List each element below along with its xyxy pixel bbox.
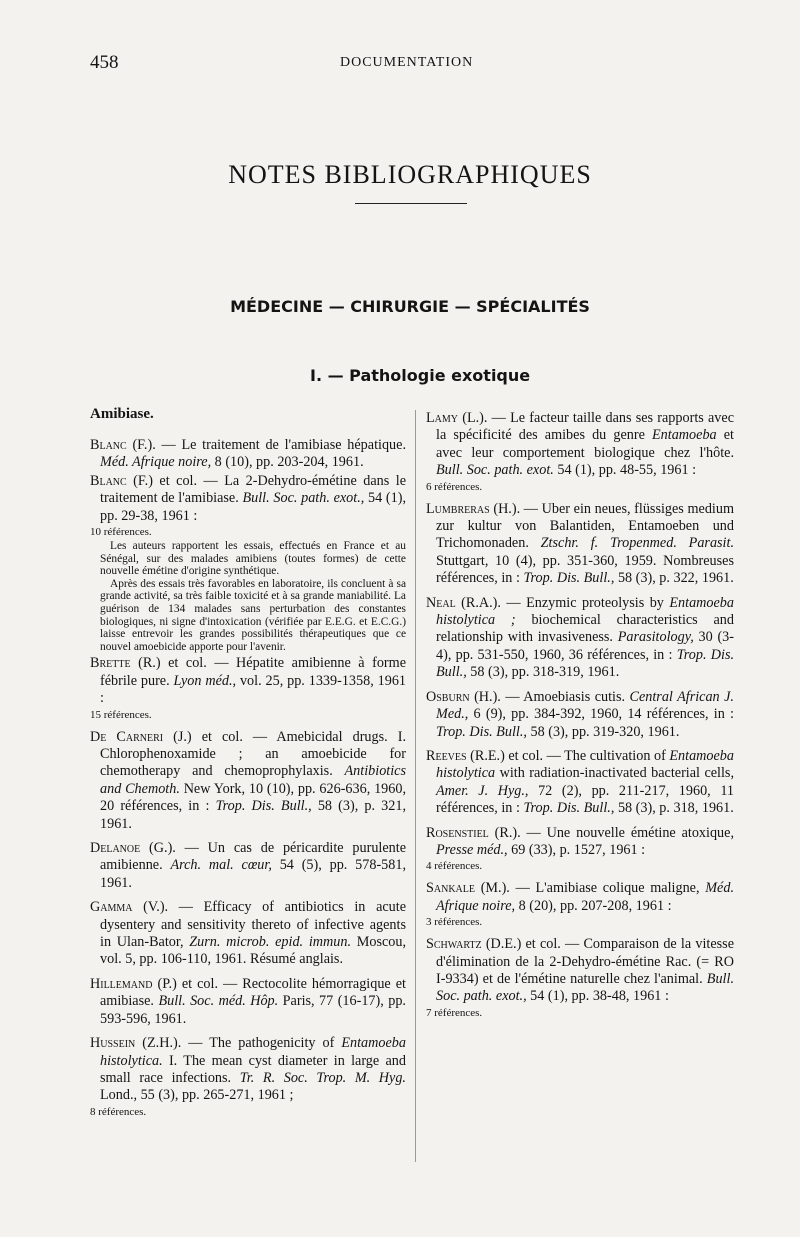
entry-author: Brette (R.) <box>90 655 161 672</box>
bibliography-entry-rosenstiel: Rosenstiel (R.). — Une nouvelle émétine atoxique, Presse méd., 69 (33), p. 1527, 1961 : 4 références. <box>426 824 734 873</box>
entry-author: Lamy (L.). <box>426 410 488 426</box>
entry-journal: Tr. R. Soc. Trop. M. Hyg. <box>239 1069 406 1086</box>
bibliography-entry-lumbreras: Lumbreras (H.). — Uber ein neues, flüssiges medium zur kultur von Balantiden, Entamoeben und Trichomonaden. Ztschr. f. Tropenmed. Parasit. Stuttgart, 10 (4), pp. 351-360, 1959. Nombreuses références, in : Trop. Dis. Bull., 58 (3), p. 322, 1961. <box>426 500 734 587</box>
entry-journal: Amer. J. Hyg., <box>436 782 529 799</box>
entry-author: Delanoe (G.). <box>90 840 176 857</box>
topic-heading: Amibiase. <box>90 406 154 422</box>
entry-journal: Bull. Soc. path. exot., <box>242 490 365 507</box>
entry-author: Gamma (V.). <box>90 899 169 916</box>
entry-journal: Trop. Dis. Bull., <box>436 646 735 681</box>
entry-journal: Entamoeba histolytica ; <box>436 594 734 629</box>
entry-journal: Bull. Soc. méd. Hôp. <box>158 993 279 1010</box>
entry-journal: Arch. mal. cœur, <box>170 857 272 874</box>
entry-references: 7 références. <box>426 1006 483 1019</box>
page-number: 458 <box>90 52 119 73</box>
bibliography-entry-schwartz: Schwartz (D.E.) et col. — Comparaison de la vitesse d'élimination de la 2-Dehydro-émétine Rac. (= RO I-9334) et de l'émétine naturelle chez l'animal. Bull. Soc. path. exot., 54 (1), pp. 38-48, 1961 : 7 références. <box>426 936 734 1019</box>
main-title: NOTES BIBLIOGRAPHIQUES <box>228 160 592 189</box>
entry-author: Osburn (H.). <box>426 688 501 705</box>
entry-references: 10 références. <box>90 526 152 539</box>
bibliography-entry-de-carneri: De Carneri (J.) et col. — Amebicidal drugs. I. Chlorophenoxamide ; an amoebicide for chemotherapy and chemoprophylaxis. Antibiotics and Chemoth. New York, 10 (10), pp. 626-636, 1960, 20 références, in : Trop. Dis. Bull., 58 (3), p. 321, 1961. <box>90 728 406 832</box>
bibliography-entry-lamy: Lamy (L.). — Le facteur taille dans ses rapports avec la spécificité des amibes du genre Entamoeba et avec leur comportement biologique chez l'hôte. Bull. Soc. path. exot. 54 (1), pp. 48-55, 1961 : 6 références. <box>426 410 734 493</box>
entry-journal: Presse méd., <box>436 841 508 858</box>
entry-journal: Central African J. Med., <box>436 688 734 723</box>
entry-references: 3 références. <box>426 916 483 929</box>
entry-journal: Lyon méd., <box>173 672 237 689</box>
entry-author: Hussein (Z.H.). <box>90 1035 182 1052</box>
section-title: MÉDECINE — CHIRURGIE — SPÉCIALITÉS <box>230 297 590 316</box>
title-rule <box>355 203 467 204</box>
entry-references: 15 références. <box>90 708 152 721</box>
column-divider <box>415 410 416 1162</box>
entry-journal: Entamoeba histolytica. <box>100 1035 406 1069</box>
entry-journal: Antibiotics and Chemoth. <box>100 763 406 797</box>
entry-references: 4 références. <box>426 860 483 873</box>
bibliography-entry-osburn: Osburn (H.). — Amoebiasis cutis. Central African J. Med., 6 (9), pp. 384-392, 1960, 14 références, in : Trop. Dis. Bull., 58 (3), pp. 319-320, 1961. <box>426 688 734 740</box>
bibliography-entry-blanc-2: Blanc (F.) et col. — La 2-Dehydro-émétine dans le traitement de l'amibiase. Bull. Soc. path. exot., 54 (1), pp. 29-38, 1961 : 10 références. <box>90 472 406 539</box>
entry-author: Schwartz (D.E.) <box>426 936 522 953</box>
running-title: DOCUMENTATION <box>340 55 474 70</box>
entry-journal: Bull. Soc. path. exot. <box>436 462 554 479</box>
page-header <box>90 52 720 74</box>
entry-references: 6 références. <box>426 480 483 493</box>
entry-author: Blanc (F.). <box>90 437 156 453</box>
bibliography-entry-hillemand: Hillemand (P.) et col. — Rectocolite hémorragique et amibiase. Bull. Soc. méd. Hôp. Paris, 77 (16-17), pp. 593-596, 1961. <box>90 975 406 1027</box>
entry-author: Hillemand (P.) <box>90 975 177 992</box>
entry-journal: Méd. Afrique noire, <box>100 454 212 471</box>
entry-author: Blanc (F.) <box>90 472 153 489</box>
right-column <box>426 410 734 1020</box>
entry-journal: Trop. Dis. Bull., <box>523 570 615 587</box>
entry-journal: Parasitology, <box>617 629 694 646</box>
entry-journal: Entamoeba histolytica <box>436 747 734 782</box>
entry-journal: Trop. Dis. Bull., <box>523 800 615 817</box>
bibliography-entry-sankale: Sankale (M.). — L'amibiase colique maligne, Méd. Afrique noire, 8 (20), pp. 207-208, 1961 : 3 références. <box>426 880 734 929</box>
bibliography-entry-gamma: Gamma (V.). — Efficacy of antibiotics in acute dysentery and sensitivity thereto of infective agents in Ulan-Bator, Zurn. microb. epid. immun. Moscou, vol. 5, pp. 106-110, 1961. Résumé anglais. <box>90 899 406 968</box>
bibliography-entry-hussein: Hussein (Z.H.). — The pathogenicity of Entamoeba histolytica. I. The mean cyst diameter in large and small race infections. Tr. R. Soc. Trop. M. Hyg. Lond., 55 (3), pp. 265-271, 1961 ; 8 références. <box>90 1035 406 1118</box>
bibliography-entry-neal: Neal (R.A.). — Enzymic proteolysis by Entamoeba histolytica ; biochemical characteristics and relationship with invasiveness. Parasitology, 30 (3-4), pp. 531-550, 1960, 36 références, in : Trop. Dis. Bull., 58 (3), pp. 318-319, 1961. <box>426 594 735 681</box>
entry-author: Lumbreras (H.). <box>426 500 521 517</box>
entry-journal: Trop. Dis. Bull., <box>436 723 527 740</box>
entry-author: Neal (R.A.). <box>426 594 501 611</box>
entry-author: De Carneri (J.) <box>90 728 192 745</box>
entry-journal: Bull. Soc. path. exot., <box>436 970 734 1005</box>
entry-journal: Méd. Afrique noire, <box>436 880 734 914</box>
bibliography-entry-delanoe: Delanoe (G.). — Un cas de péricardite purulente amibienne. Arch. mal. cœur, 54 (5), pp. 578-581, 1961. <box>90 840 407 891</box>
entry-journal: Zurn. microb. epid. immun. <box>189 934 351 951</box>
bibliography-entry-blanc-1: Blanc (F.). — Le traitement de l'amibiase hépatique. Méd. Afrique noire, 8 (10), pp. 203-204, 1961. <box>90 437 406 471</box>
entry-journal: Ztschr. f. Tropenmed. Parasit. <box>540 535 734 552</box>
entry-references: 8 références. <box>90 1105 147 1118</box>
bibliography-entry-reeves: Reeves (R.E.) et col. — The cultivation of Entamoeba histolytica with radiation-inactivated bacterial cells, Amer. J. Hyg., 72 (2), pp. 211-217, 1960, 11 références, in : Trop. Dis. Bull., 58 (3), p. 318, 1961. <box>426 747 734 817</box>
entry-author: Sankale (M.). <box>426 880 510 897</box>
left-column <box>90 406 406 1119</box>
subsection-title: I. — Pathologie exotique <box>310 366 531 385</box>
entry-author: Rosenstiel (R.). <box>426 824 521 841</box>
bibliography-entry-brette: Brette (R.) et col. — Hépatite amibienne à forme fébrile pure. Lyon méd., vol. 25, pp. 1339-1358, 1961 : 15 références. <box>90 655 407 721</box>
entry-journal: Entamoeba <box>652 427 717 444</box>
entry-journal: Trop. Dis. Bull., <box>215 798 312 815</box>
entry-author: Reeves (R.E.) <box>426 747 505 764</box>
entry-abstract: Les auteurs rapportent les essais, effectués en France et au Sénégal, sur des malades amibiens (toutes formes) de cette nouvelle émétine d'origine synthétique. Après des essais très favorables en laboratoire, ils concluent à sa grande activité, sa très faible toxicité et à sa grande maniabilité. La guérison de 134 malades sans perturbation des constantes biologiques, ni signe d'intoxication (vérifiée par E.E.G. et E.C.G.) laisse entrevoir les grandes possibilités thérapeutiques que ce nouvel amoebicide apporte pour l'avenir. <box>100 540 406 653</box>
